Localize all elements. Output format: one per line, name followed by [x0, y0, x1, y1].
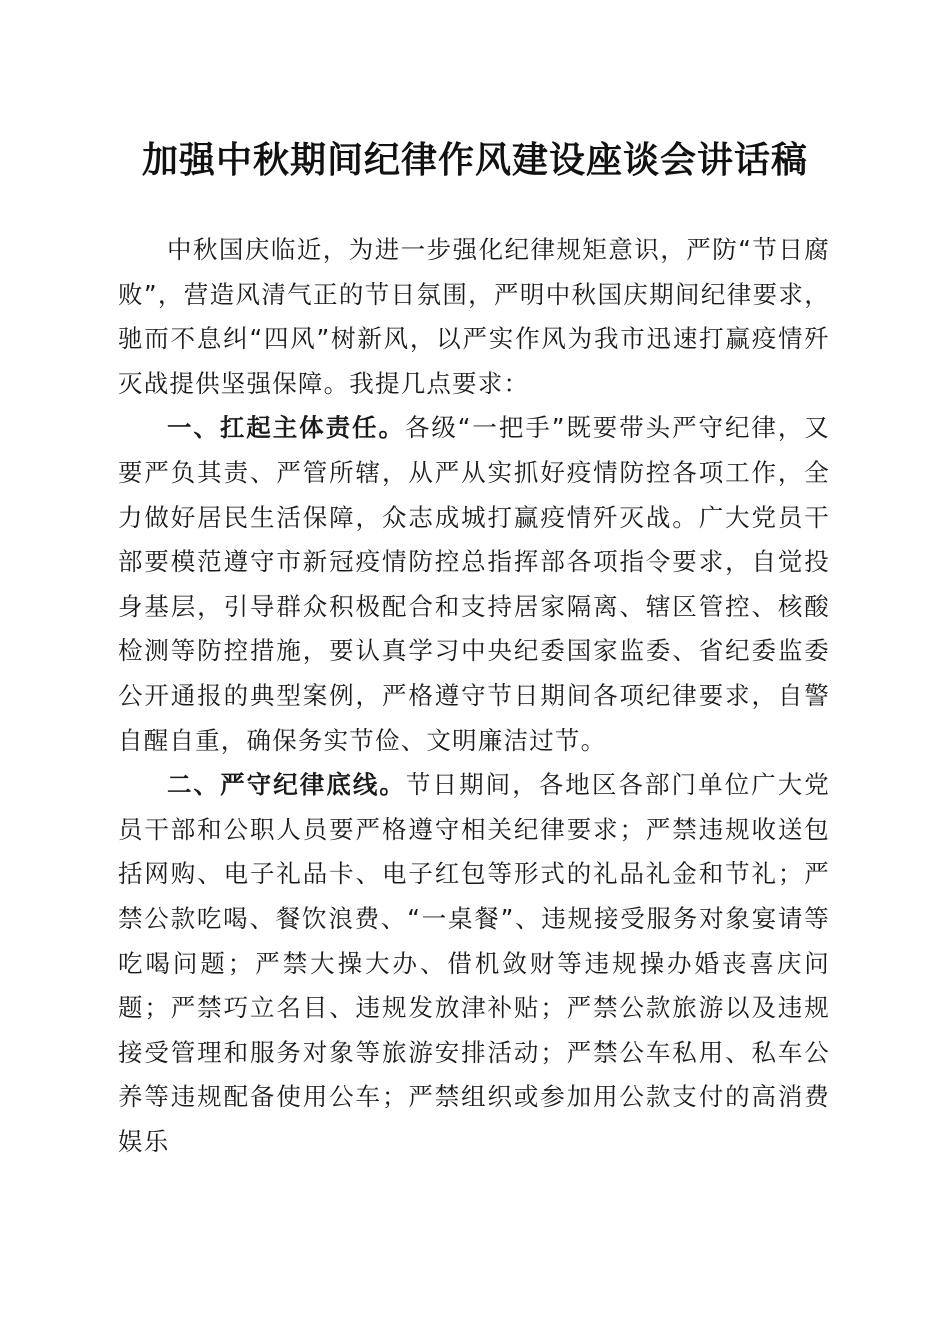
section-text-1: 各级“一把手”既要带头严守纪律，又要严负其责、严管所辖，从严从实抓好疫情防控各项工作，全力做好居民生活保障，众志成城打赢疫情歼灭战。广大党员干部要模范遵守市新冠疫情防控总指挥部各项指令要求，自觉投身基层，引导群众积极配合和支持居家隔离、辖区管控、核酸检测等防控措施，要认真学习中央纪委国家监委、省纪委监委公开通报的典型案例，严格遵守节日期间各项纪律要求，自警自醒自重，确保务实节俭、文明廉洁过节。 — [118, 413, 830, 755]
intro-paragraph — [118, 228, 830, 406]
document-body — [118, 228, 830, 1164]
section-heading-2: 二、严守纪律底线。 — [167, 770, 406, 800]
document-title: 加强中秋期间纪律作风建设座谈会讲话稿 — [141, 139, 808, 181]
section-paragraph-2 — [118, 763, 830, 1164]
section-paragraph-1 — [118, 406, 830, 763]
intro-text: 中秋国庆临近，为进一步强化纪律规矩意识，严防“节日腐败”，营造风清气正的节日氛围，严明中秋国庆期间纪律要求，驰而不息纠“四风”树新风，以严实作风为我市迅速打赢疫情歼灭战提供坚强保障。我提几点要求： — [118, 235, 830, 398]
section-text-2: 节日期间，各地区各部门单位广大党员干部和公职人员要严格遵守相关纪律要求；严禁违规收送包括网购、电子礼品卡、电子红包等形式的礼品礼金和节礼；严禁公款吃喝、餐饮浪费、“一桌餐”、违规接受服务对象宴请等吃喝问题；严禁大操大办、借机敛财等违规操办婚丧喜庆问题；严禁巧立名目、违规发放津补贴；严禁公款旅游以及违规接受管理和服务对象等旅游安排活动；严禁公车私用、私车公养等违规配备使用公车；严禁组织或参加用公款支付的高消费娱乐 — [118, 770, 830, 1156]
section-heading-1: 一、扛起主体责任。 — [167, 413, 405, 443]
